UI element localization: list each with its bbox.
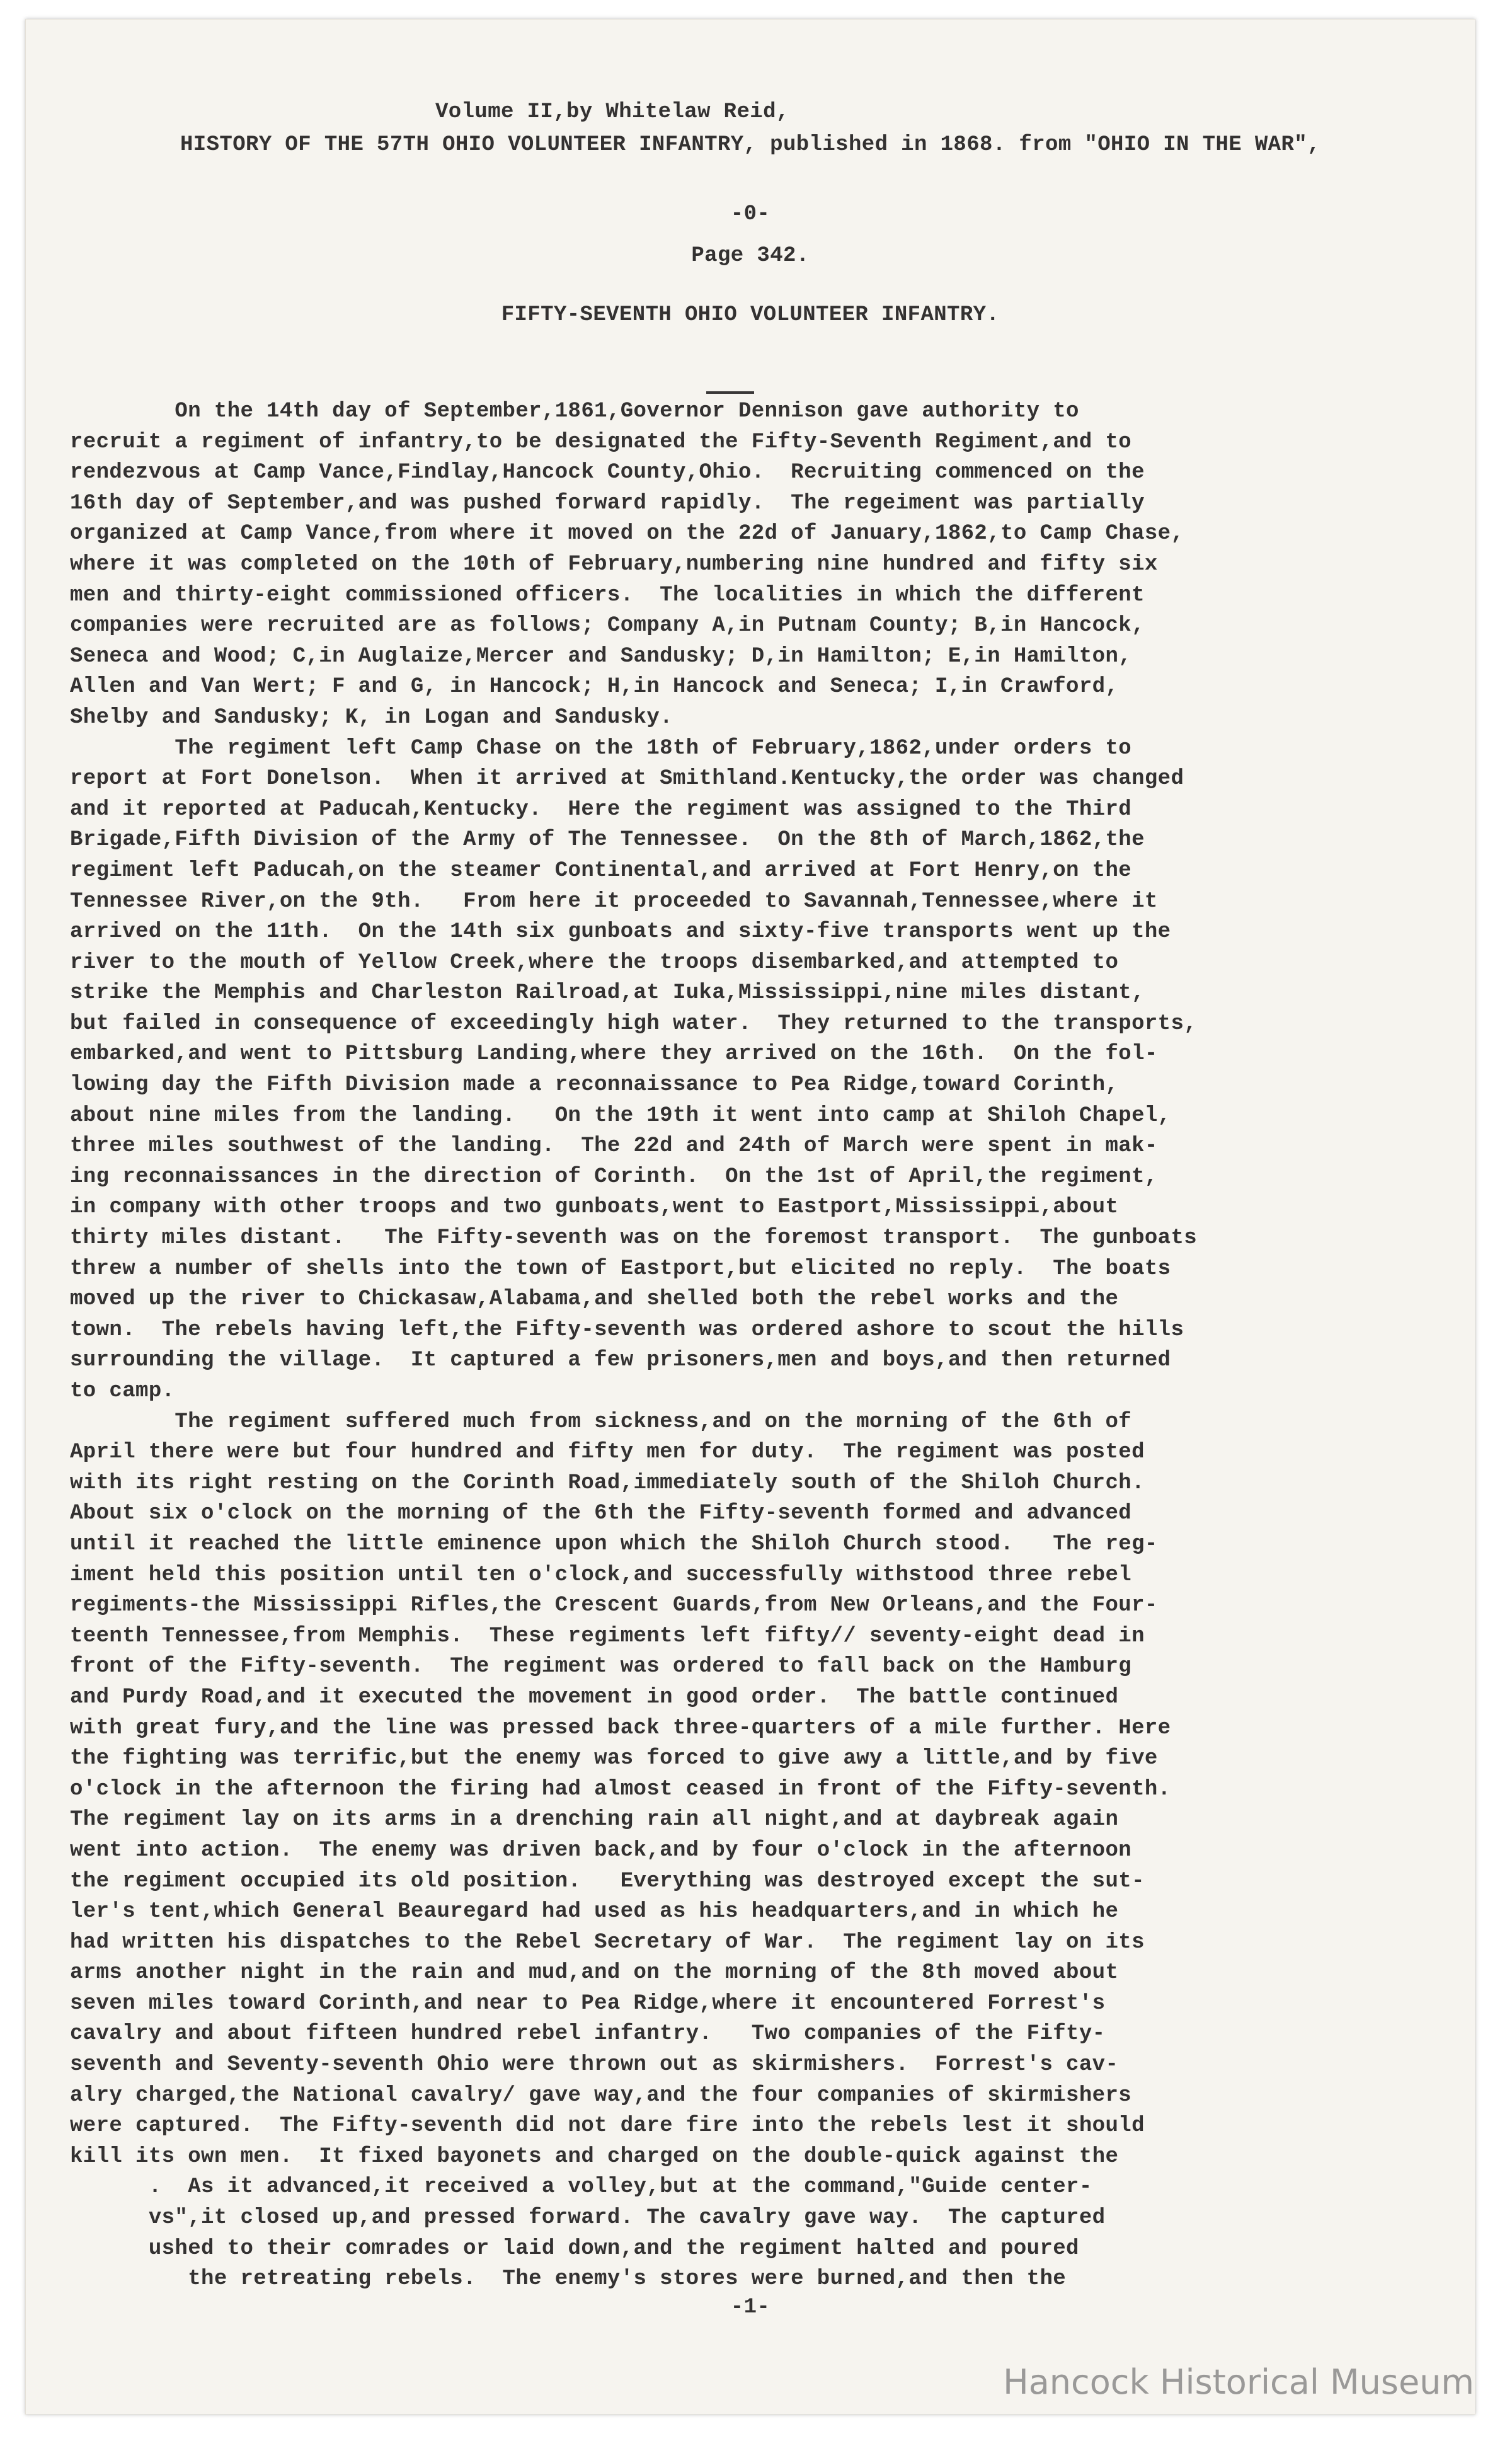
text-line: men and thirty-eight commissioned officers. The localities in which the different: [70, 583, 1145, 607]
document-body: [70, 396, 1393, 2295]
text-line: ing reconnaissances in the direction of Corinth. On the 1st of April,the regiment,: [70, 1164, 1158, 1189]
text-line: with great fury,and the line was pressed back three-quarters of a mile further. Here: [70, 1716, 1171, 1740]
text-line: and it reported at Paducah,Kentucky. Here the regiment was assigned to the Third: [70, 797, 1132, 822]
document-page: [25, 19, 1475, 2414]
text-line: The regiment suffered much from sickness,and on the morning of the 6th of: [70, 1410, 1132, 1434]
text-line: town. The rebels having left,the Fifty-seventh was ordered ashore to scout the hills: [70, 1318, 1184, 1342]
header-volume-line: Volume II,by Whitelaw Reid,: [435, 100, 789, 124]
text-line: the regiment occupied its old position. Everything was destroyed except the sut-: [70, 1869, 1145, 1893]
text-line: The regiment lay on its arms in a drenching rain all night,and at daybreak again: [70, 1808, 1119, 1832]
text-line: river to the mouth of Yellow Creek,where the troops disembarked,and attempted to: [70, 950, 1119, 975]
text-line: with its right resting on the Corinth Road,immediately south of the Shiloh Church.: [70, 1471, 1145, 1495]
text-line: organized at Camp Vance,from where it moved on the 22d of January,1862,to Camp Chase,: [70, 522, 1184, 546]
text-line: ler's tent,which General Beauregard had used as his headquarters,and in which he: [70, 1900, 1119, 1924]
text-line: vs",it closed up,and pressed forward. The cavalry gave way. The captured: [70, 2206, 1106, 2231]
text-line: threw a number of shells into the town of Eastport,but elicited no reply. The boats: [70, 1256, 1171, 1281]
text-line: cavalry and about fifteen hundred rebel infantry. Two companies of the Fifty-: [70, 2022, 1106, 2047]
text-line: where it was completed on the 10th of February,numbering nine hundred and fifty six: [70, 552, 1158, 577]
text-line: On the 14th day of September,1861,Governor Dennison gave authority to: [70, 399, 1079, 423]
text-line: were captured. The Fifty-seventh did not dare fire into the rebels lest it should: [70, 2114, 1145, 2139]
text-line: iment held this position until ten o'clock,and successfully withstood three rebel: [70, 1563, 1132, 1587]
text-line: Seneca and Wood; C,in Auglaize,Mercer and Sandusky; D,in Hamilton; E,in Hamilton,: [70, 644, 1132, 669]
text-line: and Purdy Road,and it executed the movement in good order. The battle continued: [70, 1685, 1119, 1709]
text-line: rendezvous at Camp Vance,Findlay,Hancock County,Ohio. Recruiting commenced on the: [70, 461, 1145, 485]
text-line: kill its own men. It fixed bayonets and charged on the double-quick against the: [70, 2144, 1119, 2169]
text-line: front of the Fifty-seventh. The regiment was ordered to fall back on the Hamburg: [70, 1655, 1132, 1679]
text-line: lowing day the Fifth Division made a reconnaissance to Pea Ridge,toward Corinth,: [70, 1073, 1119, 1098]
text-line: the retreating rebels. The enemy's stores were burned,and then the: [70, 2267, 1067, 2292]
text-line: companies were recruited are as follows; Company A,in Putnam County; B,in Hancock,: [70, 614, 1145, 638]
text-line: thirty miles distant. The Fifty-seventh was on the foremost transport. The gunboats: [70, 1226, 1198, 1251]
text-line: embarked,and went to Pittsburg Landing,where they arrived on the 16th. On the fol-: [70, 1042, 1158, 1067]
paragraph: [70, 396, 1393, 733]
text-line: moved up the river to Chickasaw,Alabama,and shelled both the rebel works and the: [70, 1287, 1119, 1312]
text-line: the fighting was terrific,but the enemy was forced to give awy a little,and by five: [70, 1747, 1158, 1771]
page-reference: Page 342.: [691, 244, 810, 268]
museum-watermark: Hancock Historical Museum: [1003, 2362, 1474, 2402]
text-line: . As it advanced,it received a volley,but at the command,"Guide center-: [70, 2175, 1092, 2200]
text-line: ushed to their comrades or laid down,and the regiment halted and poured: [70, 2236, 1079, 2261]
text-line: o'clock in the afternoon the firing had almost ceased in front of the Fifty-seventh.: [70, 1777, 1171, 1801]
text-line: Allen and Van Wert; F and G, in Hancock; H,in Hancock and Seneca; I,in Crawford,: [70, 675, 1119, 699]
text-line: Tennessee River,on the 9th. From here it proceeded to Savannah,Tennessee,where it: [70, 889, 1158, 914]
text-line: to camp.: [70, 1379, 175, 1403]
text-line: but failed in consequence of exceedingly high water. They returned to the transports,: [70, 1011, 1198, 1036]
header-history-line: HISTORY OF THE 57TH OHIO VOLUNTEER INFANTRY, published in 1868. from "OHIO IN THE WAR",: [180, 133, 1320, 157]
text-line: teenth Tennessee,from Memphis. These regiments left fifty// seventy-eight dead in: [70, 1624, 1145, 1648]
document-title: FIFTY-SEVENTH OHIO VOLUNTEER INFANTRY.: [501, 303, 1000, 327]
text-line: arrived on the 11th. On the 14th six gunboats and sixty-five transports went up the: [70, 920, 1171, 945]
paragraph: [70, 733, 1393, 1407]
text-line: April there were but four hundred and fifty men for duty. The regiment was posted: [70, 1440, 1145, 1465]
text-line: had written his dispatches to the Rebel Secretary of War. The regiment lay on its: [70, 1930, 1145, 1955]
text-line: three miles southwest of the landing. The 22d and 24th of March were spent in mak-: [70, 1134, 1158, 1159]
text-line: Shelby and Sandusky; K, in Logan and Sandusky.: [70, 705, 673, 730]
text-line: in company with other troops and two gunboats,went to Eastport,Mississippi,about: [70, 1195, 1119, 1220]
text-line: regiment left Paducah,on the steamer Continental,and arrived at Fort Henry,on the: [70, 858, 1132, 883]
text-line: report at Fort Donelson. When it arrived at Smithland.Kentucky,the order was changed: [70, 767, 1184, 791]
text-line: alry charged,the National cavalry/ gave way,and the four companies of skirmishers: [70, 2083, 1132, 2108]
text-line: About six o'clock on the morning of the 6th the Fifty-seventh formed and advanced: [70, 1501, 1132, 1526]
text-line: seventh and Seventy-seventh Ohio were thrown out as skirmishers. Forrest's cav-: [70, 2053, 1119, 2077]
text-line: recruit a regiment of infantry,to be designated the Fifty-Seventh Regiment,and to: [70, 430, 1132, 454]
text-line: about nine miles from the landing. On the 19th it went into camp at Shiloh Chapel,: [70, 1103, 1171, 1128]
header-separator: -0-: [730, 202, 770, 226]
title-underline: [706, 391, 754, 394]
text-line: Brigade,Fifth Division of the Army of The Tennessee. On the 8th of March,1862,the: [70, 828, 1145, 853]
text-line: arms another night in the rain and mud,and on the morning of the 8th moved about: [70, 1961, 1119, 1985]
text-line: strike the Memphis and Charleston Railroad,at Iuka,Mississippi,nine miles distant,: [70, 981, 1145, 1006]
text-line: The regiment left Camp Chase on the 18th of February,1862,under orders to: [70, 736, 1132, 761]
text-line: seven miles toward Corinth,and near to Pea Ridge,where it encountered Forrest's: [70, 1991, 1106, 2016]
page-number: -1-: [730, 2295, 770, 2319]
text-line: until it reached the little eminence upon which the Shiloh Church stood. The reg-: [70, 1532, 1158, 1556]
text-line: went into action. The enemy was driven back,and by four o'clock in the afternoon: [70, 1838, 1132, 1863]
text-line: 16th day of September,and was pushed forward rapidly. The regeiment was partially: [70, 491, 1145, 515]
text-line: regiments-the Mississippi Rifles,the Crescent Guards,from New Orleans,and the Four-: [70, 1593, 1158, 1618]
paragraph: [70, 1407, 1393, 2295]
text-line: surrounding the village. It captured a few prisoners,men and boys,and then returned: [70, 1348, 1171, 1373]
